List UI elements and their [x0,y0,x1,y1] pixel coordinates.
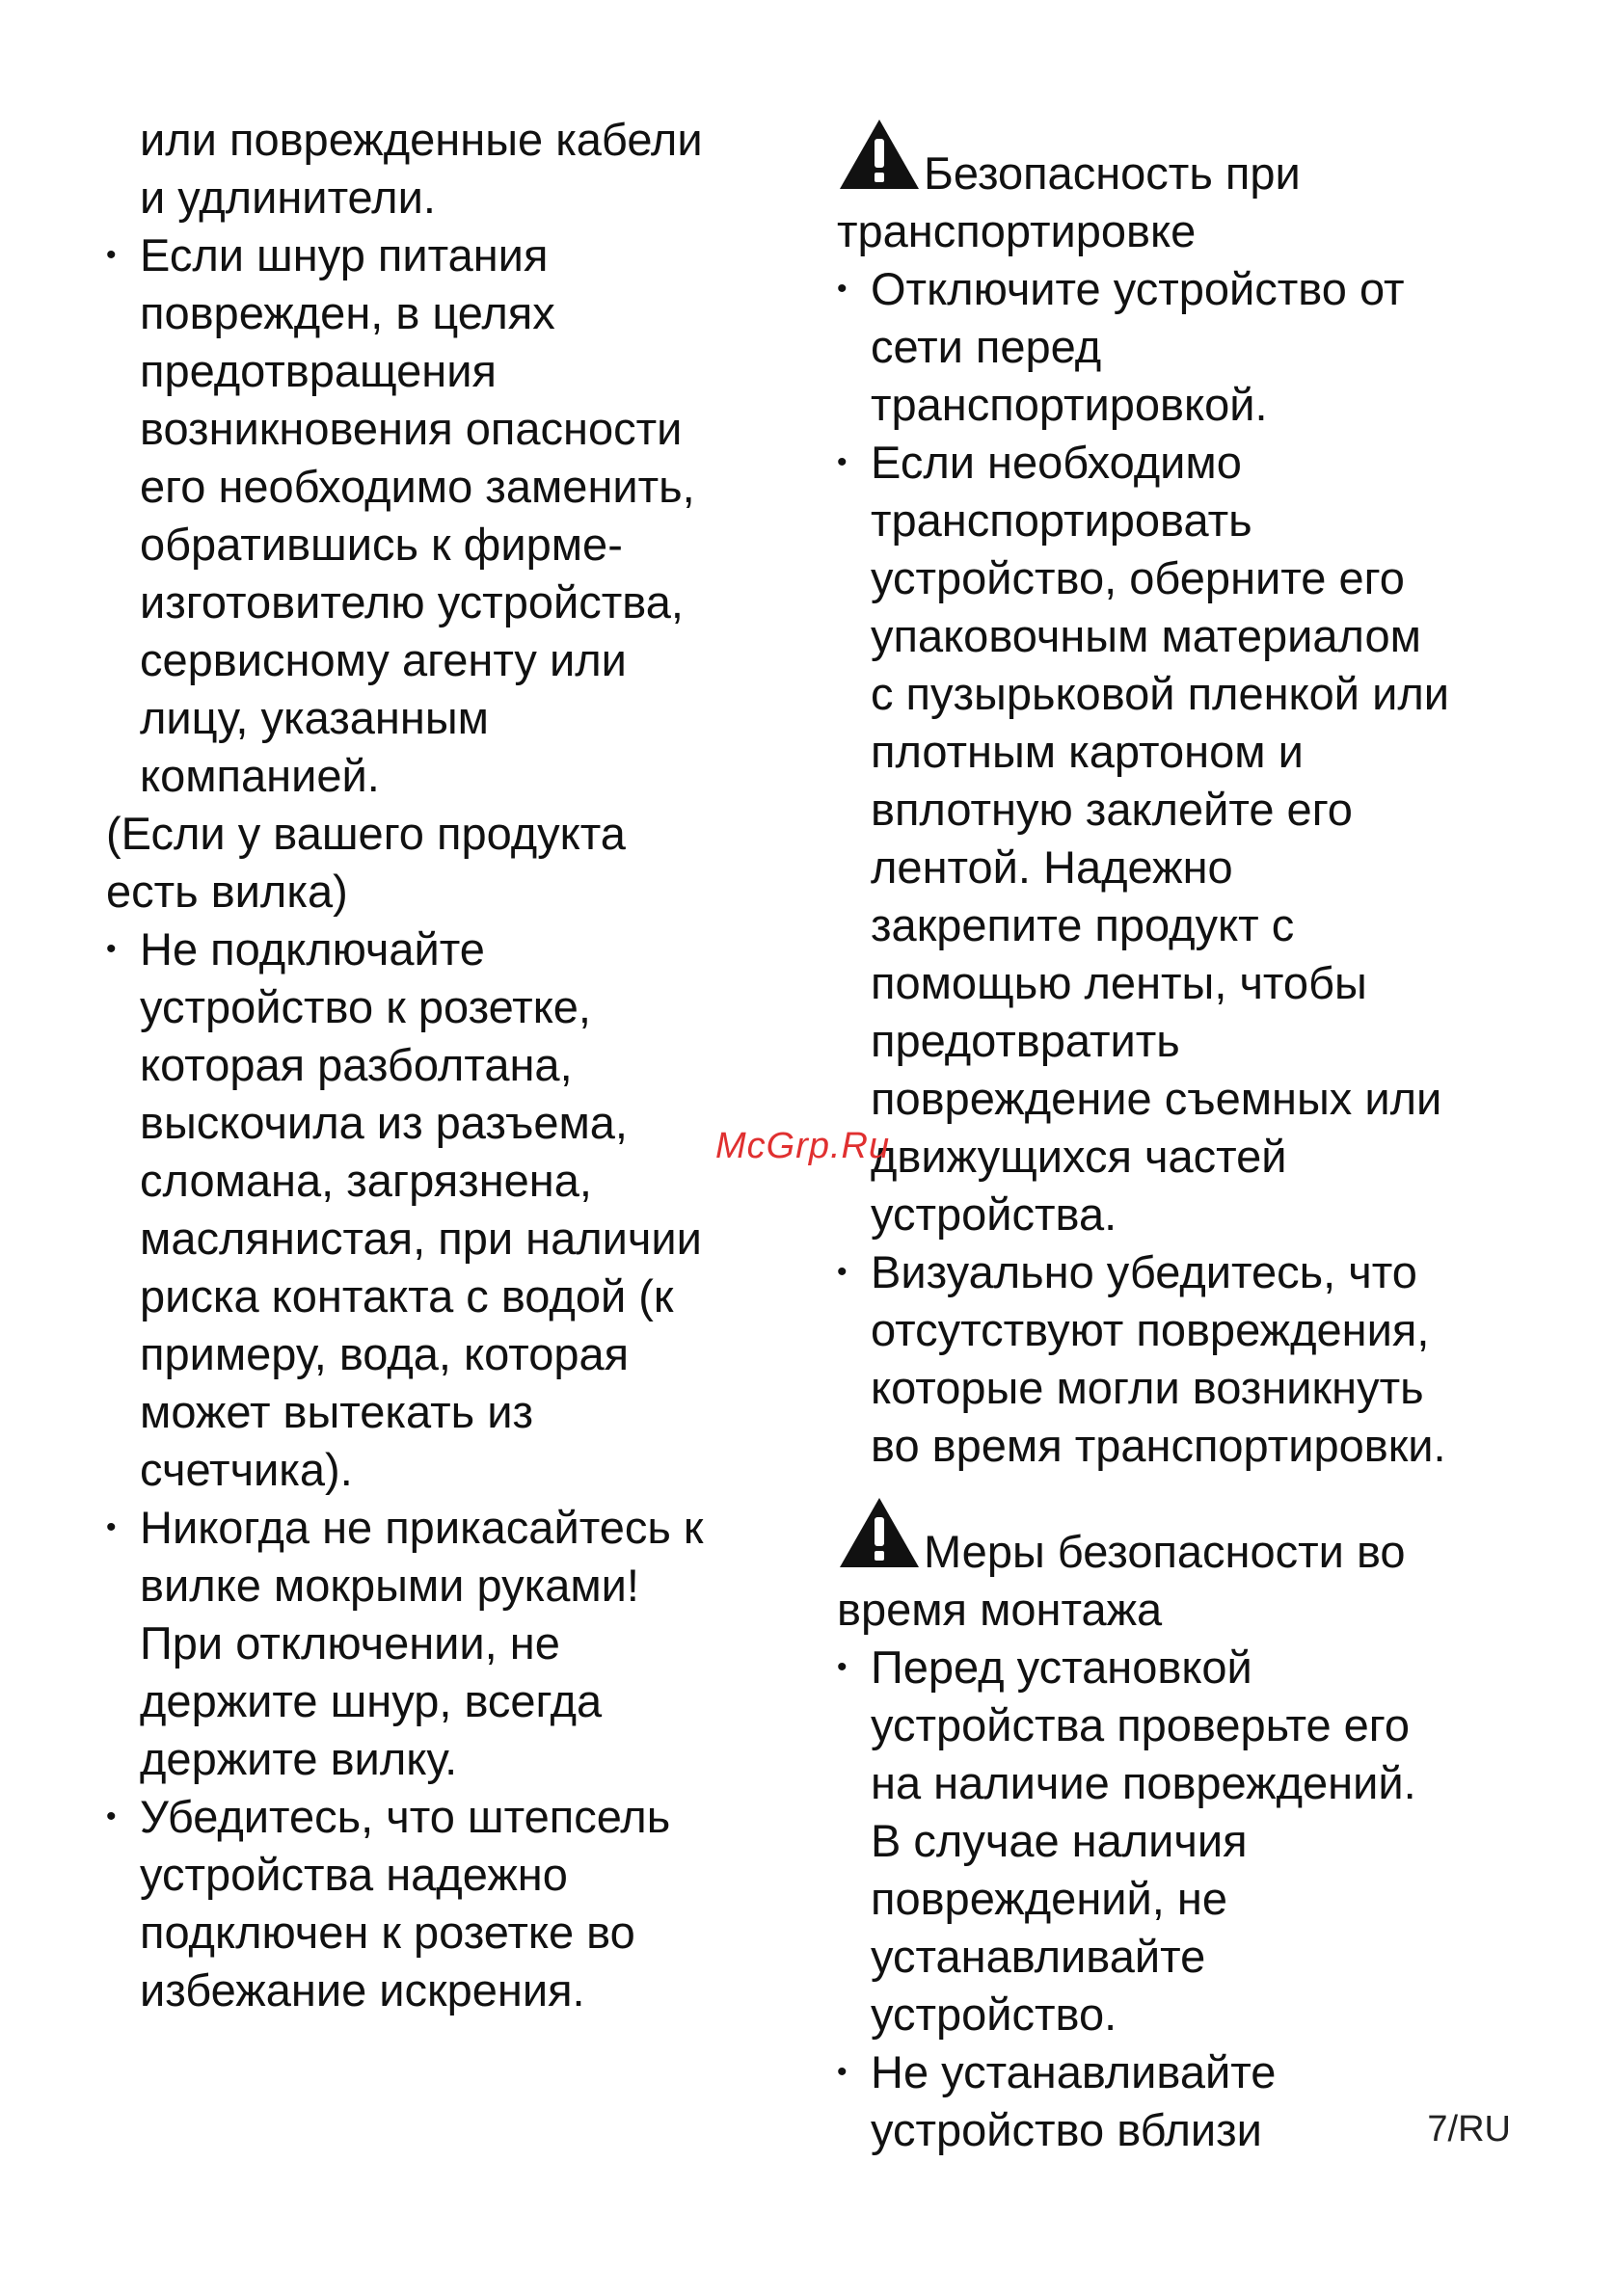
text-line: Не устанавливайте [871,2046,1277,2097]
text-line: Если шнур питания [140,229,549,280]
right-column [837,116,1531,2159]
text-line: возникновения опасности [140,403,683,454]
section-title-line: Безопасность при [924,147,1301,199]
text-line: есть вилка) [106,866,348,917]
text-line: которая разболтана, [140,1039,573,1090]
text-line: устройства проверьте его [871,1699,1411,1750]
text-line: или поврежденные кабели [140,114,703,165]
list-item [106,921,781,1499]
text-line: которые могли возникнуть [871,1362,1424,1413]
text-line: и удлинители. [140,172,436,223]
section-gap [837,1475,1531,1494]
text-line: риска контакта с водой (к [140,1270,674,1322]
bullet: • [106,239,117,271]
list-item [837,434,1531,1243]
text-line: Убедитесь, что штепсель [140,1791,671,1842]
section-title-line: Меры безопасности во [924,1526,1406,1577]
list-item [106,227,781,805]
text-line: подключен к розетке во [140,1907,635,1958]
text-line: устройство вблизи [871,2104,1262,2155]
section-title-line: транспортировке [837,205,1197,256]
list-item [106,1499,781,1788]
text-line: (Если у вашего продукта [106,808,626,859]
warning-icon [837,116,922,193]
text-line: изготовителю устройства, [140,576,684,627]
bullet: • [106,933,117,965]
text-line: устройства надежно [140,1849,568,1900]
text-line: Перед установкой [871,1642,1252,1693]
text-line: предотвратить [871,1015,1180,1066]
text-line: упаковочным материалом [871,610,1421,661]
text-line: устанавливайте [871,1931,1206,1982]
list-item [837,1243,1531,1475]
text-line: отсутствуют повреждения, [871,1304,1430,1355]
text-line: движущихся частей [871,1131,1287,1182]
warning-icon [837,1494,922,1571]
text-line: Никогда не прикасайтесь к [140,1502,704,1553]
text-line: Отключите устройство от [871,263,1405,314]
text-line: плотным картоном и [871,726,1304,777]
text-line: сломана, загрязнена, [140,1155,592,1206]
continuation-text [106,111,781,227]
bullet: • [837,2056,848,2088]
text-line: счетчика). [140,1444,353,1495]
text-line: помощью ленты, чтобы [871,957,1367,1008]
text-line: Если необходимо [871,437,1242,488]
list-item [837,1639,1531,2043]
text-line: сети перед [871,321,1102,372]
text-line: устройство. [871,1989,1117,2040]
text-line: устройства. [871,1188,1117,1240]
text-line: вилке мокрыми руками! [140,1560,639,1611]
text-line: лицу, указанным [140,692,489,743]
text-line: предотвращения [140,345,497,396]
text-line: поврежден, в целях [140,287,555,338]
text-line: транспортировкой. [871,379,1268,430]
section-title-transport [837,116,1531,260]
section-title-installation [837,1494,1531,1639]
text-line: транспортировать [871,494,1252,546]
list-item [837,260,1531,434]
text-line: избежание искрения. [140,1964,585,2016]
bullet: • [837,1256,848,1288]
text-line: повреждение съемных или [871,1073,1442,1124]
text-line: обратившись к фирме- [140,519,623,570]
text-line: закрепите продукт с [871,899,1295,950]
section-title-line: время монтажа [837,1584,1163,1635]
bullet: • [106,1801,117,1832]
text-line: с пузырьковой пленкой или [871,668,1450,719]
list-item [106,1788,781,2019]
text-line: во время транспортировки. [871,1420,1446,1471]
plug-note [106,805,781,921]
text-line: выскочила из разъема, [140,1097,628,1148]
text-line: Не подключайте [140,923,485,974]
text-line: Визуально убедитесь, что [871,1246,1417,1297]
text-line: устройство к розетке, [140,981,591,1032]
bullet: • [837,446,848,478]
text-line: лентой. Надежно [871,841,1233,893]
bullet: • [837,273,848,305]
text-line: может вытекать из [140,1386,533,1437]
left-column [106,111,781,2019]
text-line: компанией. [140,750,380,801]
text-line: держите шнур, всегда [140,1675,603,1726]
bullet: • [106,1511,117,1543]
text-line: на наличие повреждений. [871,1757,1416,1808]
text-line: сервисному агенту или [140,634,627,685]
watermark: McGrp.Ru [715,1126,891,1166]
text-line: примеру, вода, которая [140,1328,630,1379]
text-line: держите вилку. [140,1733,458,1784]
text-line: устройство, оберните его [871,552,1405,603]
text-line: При отключении, не [140,1617,560,1669]
text-line: вплотную заклейте его [871,784,1353,835]
bullet: • [837,1651,848,1683]
page-number: 7/RU [1427,2109,1511,2149]
text-line: повреждений, не [871,1873,1227,1924]
text-line: В случае наличия [871,1815,1248,1866]
text-line: маслянистая, при наличии [140,1213,702,1264]
text-line: его необходимо заменить, [140,461,695,512]
